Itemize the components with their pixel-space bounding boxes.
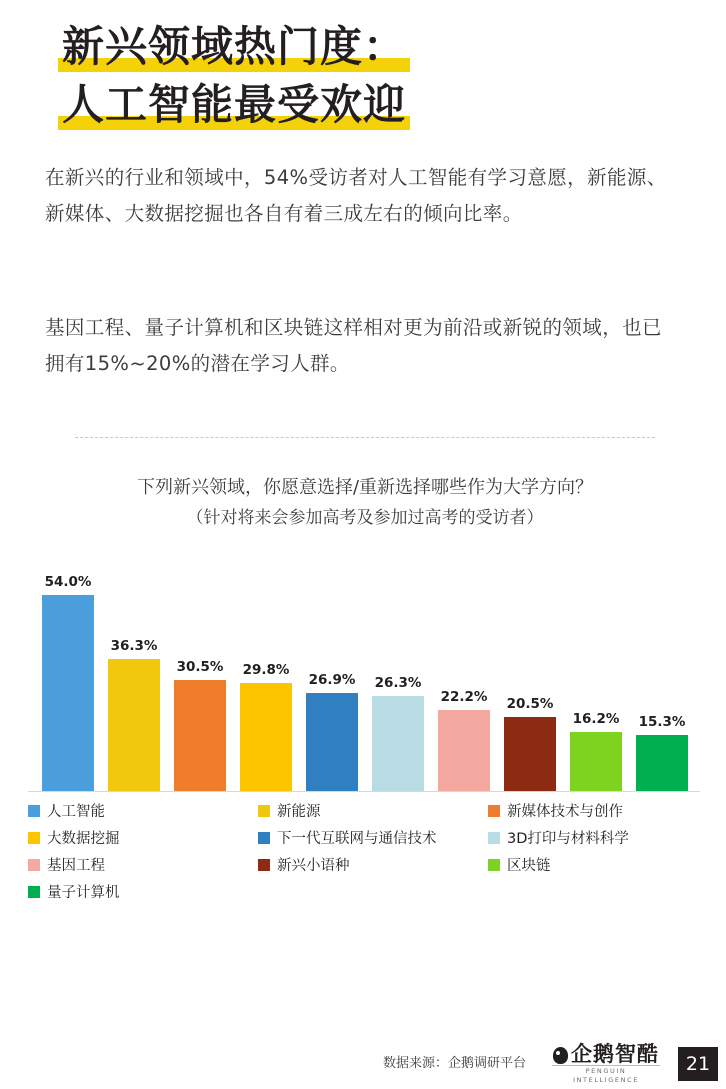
legend-item-8[interactable]	[488, 854, 700, 875]
page-number: 21	[678, 1047, 718, 1081]
chart-question	[40, 472, 690, 534]
legend-item-7[interactable]	[258, 854, 488, 875]
bar-value-label: 36.3%	[110, 638, 158, 654]
legend-item-1[interactable]	[258, 800, 488, 821]
chart-question-sub: （针对将来会参加高考及参加过高考的受访者）	[186, 508, 544, 528]
legend-item-9[interactable]	[28, 881, 258, 902]
legend-swatch-icon	[28, 805, 40, 817]
legend-swatch-icon	[258, 805, 270, 817]
section-divider	[75, 437, 655, 438]
legend-swatch-icon	[488, 832, 500, 844]
title-line-1	[62, 18, 406, 76]
legend-row	[28, 827, 700, 854]
legend-swatch-icon	[258, 859, 270, 871]
bar-value-label: 26.3%	[374, 675, 422, 691]
title-line-2	[62, 76, 406, 134]
bar	[504, 717, 556, 791]
bar-value-label: 15.3%	[638, 714, 686, 730]
legend-swatch-icon	[488, 805, 500, 817]
bar-group	[306, 672, 358, 791]
legend-swatch-icon	[28, 886, 40, 898]
bar-value-label: 54.0%	[44, 574, 92, 590]
chart-question-main: 下列新兴领域，你愿意选择/重新选择哪些作为大学方向？	[136, 477, 594, 498]
bar-value-label: 22.2%	[440, 689, 488, 705]
bar-chart-bars	[28, 570, 700, 792]
bar	[372, 696, 424, 791]
legend-label: 新兴小语种	[277, 858, 350, 874]
legend-item-6[interactable]	[28, 854, 258, 875]
bar-group	[504, 696, 556, 791]
legend-swatch-icon	[258, 832, 270, 844]
logo-sub-text: PENGUIN INTELLIGENCE	[552, 1065, 660, 1085]
legend-swatch-icon	[488, 859, 500, 871]
bar	[636, 735, 688, 791]
legend-label: 大数据挖掘	[47, 831, 120, 847]
legend-label: 新媒体技术与创作	[507, 804, 623, 820]
legend-item-5[interactable]	[488, 827, 700, 848]
legend-label: 3D打印与材料科学	[507, 831, 629, 847]
legend-row	[28, 881, 700, 908]
bar-value-label: 26.9%	[308, 672, 356, 688]
legend-item-0[interactable]	[28, 800, 258, 821]
legend-label: 新能源	[277, 804, 321, 820]
bar-group	[240, 662, 292, 791]
bar	[42, 595, 94, 791]
bar	[240, 683, 292, 791]
logo-text	[546, 1043, 666, 1065]
paragraph-1: 在新兴的行业和领域中，54%受访者对人工智能有学习意愿，新能源、新媒体、大数据挖掘也各自有着三成左右的倾向比率。	[45, 166, 667, 225]
legend-label: 下一代互联网与通信技术	[277, 831, 437, 847]
legend-row	[28, 854, 700, 881]
bar-group	[174, 659, 226, 791]
brand-logo	[546, 1042, 666, 1084]
legend-label: 区块链	[507, 858, 551, 874]
page-title	[62, 18, 702, 134]
bar-group	[372, 675, 424, 791]
legend-label: 量子计算机	[47, 885, 120, 901]
bar-value-label: 20.5%	[506, 696, 554, 712]
legend-swatch-icon	[28, 859, 40, 871]
logo-main-text: 企鹅智酷	[571, 1042, 659, 1066]
title-line-1-text: 新兴领域热门度：	[62, 22, 407, 71]
legend-item-3[interactable]	[28, 827, 258, 848]
bar	[174, 680, 226, 791]
paragraph-2: 基因工程、量子计算机和区块链这样相对更为前沿或新锐的领域，也已拥有15%~20%的潜在学习人群。	[45, 316, 662, 375]
footer	[0, 1033, 726, 1089]
bar-chart	[28, 570, 700, 792]
bar-group	[42, 574, 94, 791]
legend-label: 基因工程	[47, 858, 105, 874]
bar	[108, 659, 160, 791]
bar	[570, 732, 622, 791]
bar	[306, 693, 358, 791]
chart-baseline	[28, 791, 700, 792]
bar-value-label: 30.5%	[176, 659, 224, 675]
legend-row	[28, 800, 700, 827]
bar-value-label: 29.8%	[242, 662, 290, 678]
legend-item-4[interactable]	[258, 827, 488, 848]
legend-item-2[interactable]	[488, 800, 700, 821]
legend-swatch-icon	[28, 832, 40, 844]
chart-legend	[28, 800, 700, 908]
title-line-2-text: 人工智能最受欢迎	[62, 80, 407, 129]
data-source: 数据来源：企鹅调研平台	[382, 1056, 526, 1071]
bar-group	[438, 689, 490, 791]
legend-label: 人工智能	[47, 804, 105, 820]
bar-group	[636, 714, 688, 791]
bar-group	[570, 711, 622, 791]
bar	[438, 710, 490, 791]
bar-group	[108, 638, 160, 791]
penguin-icon	[553, 1047, 568, 1064]
bar-value-label: 16.2%	[572, 711, 620, 727]
